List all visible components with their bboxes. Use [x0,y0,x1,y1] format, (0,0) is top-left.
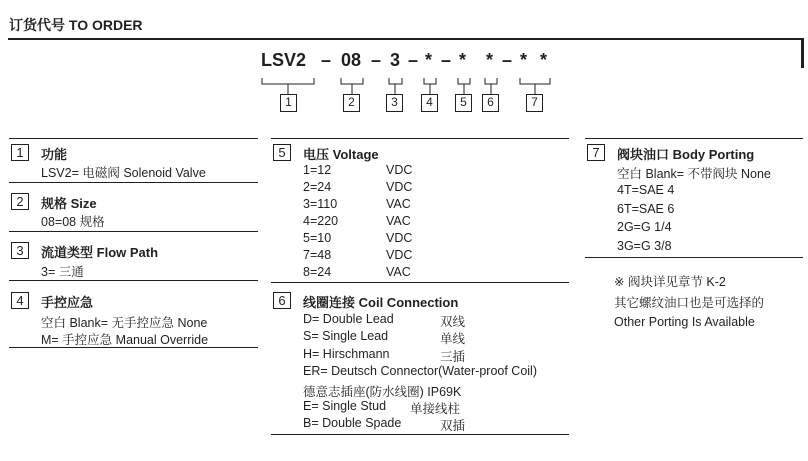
code-part-5: * [459,50,467,70]
section-6-title [303,292,458,311]
voltage-code: 2=24 [303,180,332,194]
coil-option-cn: 单线 [440,332,466,347]
coil-option-code: E= Single Stud [303,399,387,413]
voltage-code: 8=24 [303,265,332,279]
section-divider [585,257,803,258]
section-1-number: 1 [11,144,29,161]
section-3-title [41,242,158,261]
voltage-code: 3=110 [303,197,338,211]
section-7-note-1: ※ 阀块详见章节 K-2 [614,275,726,289]
code-box-6: 6 [482,94,499,112]
coil-option-cn: 单接线柱 [410,402,461,416]
section-1-line: LSV2= 电磁阀 Solenoid Valve [41,166,206,180]
voltage-code: 7=48 [303,248,332,262]
section-divider [271,282,569,283]
section-divider [9,138,258,139]
section-divider [271,138,569,139]
section-7-line-1: 空白 Blank= 不带阀块 None [617,167,771,181]
voltage-unit: VDC [386,231,413,245]
section-4-title: 手控应急 [41,295,94,310]
section-4-line-1: 空白 Blank= 无手控应急 None [41,316,208,330]
section-2-line: 08=08 规格 [41,215,105,229]
code-brackets [0,0,808,120]
section-7-note-3: Other Porting Is Available [614,315,755,329]
section-7-line-3: 6T=SAE 6 [617,202,675,216]
voltage-unit: VDC [386,248,413,262]
section-2-title-en: Size [70,196,97,211]
code-box-2: 2 [343,94,360,112]
coil-option-cn: 三插 [440,349,466,364]
section-4-line-2: M= 手控应急 Manual Override [41,333,209,347]
code-part-7b: * [540,50,548,70]
voltage-code: 1=12 [303,163,332,177]
code-box-7: 7 [526,94,543,112]
section-3-title-en: Flow Path [96,245,159,260]
code-part-4: * [425,50,433,70]
voltage-unit: VAC [386,265,411,279]
section-7-title-en: Body Porting [672,147,755,162]
code-separator: – [321,50,332,70]
voltage-code: 4=220 [303,214,339,228]
code-box-3: 3 [386,94,403,112]
section-divider [271,434,569,435]
section-4-number: 4 [11,292,29,309]
section-7-title [617,144,754,163]
section-7-line-5: 3G=G 3/8 [617,239,672,253]
coil-option-code: H= Hirschmann [303,346,390,361]
code-part-6: * [486,50,494,70]
code-box-5: 5 [455,94,472,112]
voltage-unit: VDC [386,163,413,177]
code-part-7a: * [520,50,528,70]
section-6-number: 6 [273,292,291,309]
code-separator: – [371,50,382,70]
section-6-title-cn: 线圈连接 [303,295,356,310]
section-3-number: 3 [11,242,29,259]
coil-option-code: B= Double Spade [303,416,402,431]
section-5-title-cn: 电压 [303,147,330,162]
code-separator: – [441,50,452,70]
coil-option-code: 德意志插座(防水线圈) IP69K [303,384,462,399]
section-2-number: 2 [11,193,29,210]
coil-option-code: ER= Deutsch Connector(Water-proof Coil) [303,364,537,379]
section-divider [9,231,258,232]
section-7-number: 7 [587,144,605,161]
code-part-3: 3 [390,50,401,70]
voltage-code: 5=10 [303,231,332,245]
code-part-2: 08 [341,50,362,70]
page-header-title: 订货代号 TO ORDER [9,17,143,33]
section-1-title: 功能 [41,147,68,162]
code-box-1: 1 [280,94,297,112]
section-divider [9,280,258,281]
section-divider [9,182,258,183]
section-2-title [41,193,97,212]
code-box-4: 4 [421,94,438,112]
section-7-note-2: 其它螺纹油口也是可选择的 [614,296,765,310]
voltage-unit: VDC [386,180,413,194]
section-7-line-2: 4T=SAE 4 [617,183,675,197]
section-5-title-en: Voltage [332,147,379,162]
coil-option-cn: 双插 [440,419,466,434]
section-5-title [303,144,379,163]
code-part-1: LSV2 [261,50,307,70]
section-6-title-en: Coil Connection [358,295,459,310]
section-5-number: 5 [273,144,291,161]
section-3-line: 3= 三通 [41,265,84,279]
voltage-unit: VAC [386,214,411,228]
code-separator: – [502,50,513,70]
section-2-title-cn: 规格 [41,196,68,211]
voltage-unit: VAC [386,197,411,211]
code-separator: – [408,50,419,70]
section-7-title-cn: 阀块油口 [617,147,670,162]
coil-option-code: S= Single Lead [303,329,389,344]
coil-option-cn: 双线 [440,315,466,329]
section-7-line-4: 2G=G 1/4 [617,220,672,234]
section-3-title-cn: 流道类型 [41,245,94,260]
coil-option-code: D= Double Lead [303,312,394,326]
section-divider [585,138,803,139]
section-divider [9,347,258,348]
